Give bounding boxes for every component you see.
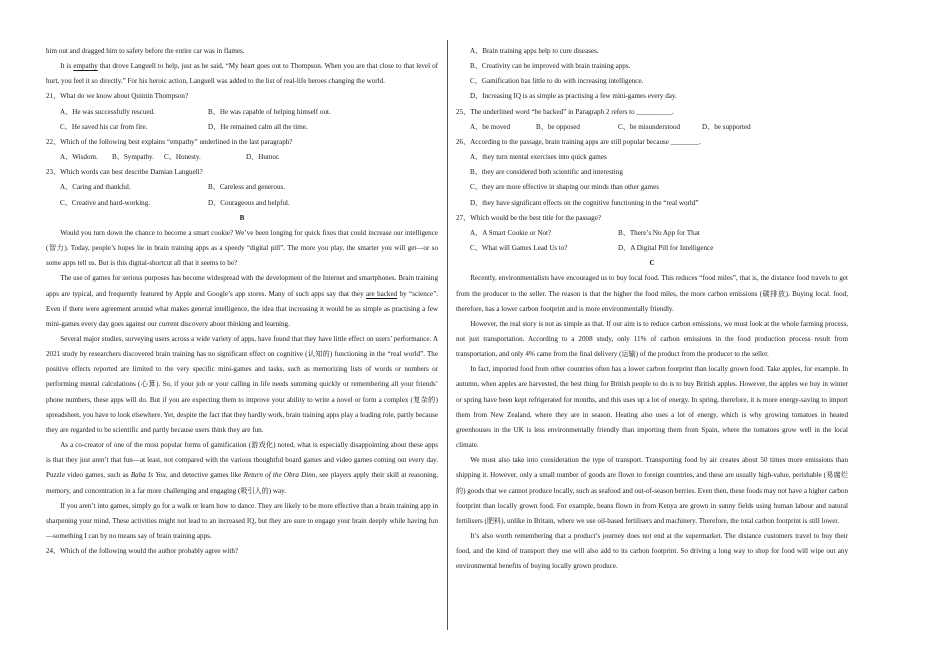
question-25: 25、The underlined word “be backed” in Paragraph 2 refers to __________. bbox=[456, 107, 674, 116]
section-heading-c: C bbox=[649, 259, 655, 268]
text-run: It is bbox=[60, 62, 74, 71]
text-run: , see players apply their skill at reasoning, memory, and concentration in a far more challenging and engaging (吸引人的) way. bbox=[46, 471, 439, 495]
option-d: D、Humor. bbox=[246, 153, 280, 162]
option-a: A、Wisdom. bbox=[60, 153, 98, 162]
option-c: C、Creative and hard-working. bbox=[60, 198, 151, 207]
passage-c-paragraph: It’s also worth remembering that a product’s journey does not end at the supermarket. The distance customers travel to buy their food, and the kind of transport they use will also add to its carbon footprint. So driving a long way to shop for food will wipe out any environmental benefits of buying locally grown produce. bbox=[456, 532, 848, 571]
question-26: 26、According to the passage, brain training apps are still popular because ________. bbox=[456, 137, 701, 146]
passage-a-paragraph bbox=[46, 59, 438, 89]
option-d: D、be supported bbox=[702, 122, 751, 131]
option-c: C、Honesty. bbox=[164, 153, 201, 162]
options-row bbox=[456, 226, 848, 241]
option-a: A、be moved bbox=[470, 122, 510, 131]
option-a: A、Caring and thankful. bbox=[60, 183, 131, 192]
text-run: that drove Languell to help, just as he said, “My heart goes out to Thompson. When you are that close to that level of hurt, you feel it so directly.” For his heroic action, Languell was added to the list of real-life heroes changing the world. bbox=[46, 62, 438, 86]
section-heading-b: B bbox=[239, 213, 245, 222]
option-c: C、What will Games Lead Us to? bbox=[470, 244, 568, 253]
option-a: A、they turn mental exercises into quick games bbox=[470, 153, 607, 162]
option-c: C、they are more effective in shaping our minds than other games bbox=[470, 183, 659, 192]
passage-c-paragraph: However, the real story is not as simple as that. If our aim is to reduce carbon emissions, we must look at the whole farming process, not just transportation. According to a 2008 study, only 11% of carbon emissions in the food production process result from transportation, and only 4% came from the final delivery (运输) of the product from the producer to the seller. bbox=[456, 319, 848, 359]
option-d: D、Courageous and helpful. bbox=[208, 198, 290, 207]
option-b: B、There’s No App for That bbox=[618, 228, 700, 237]
options-row bbox=[456, 120, 848, 135]
text-run: by “science”. Even if there were agreement around what makes general intelligence, the idea that increasing it would be as simple as practising a few mini-games every day goes against our current discovery about thinking and learning. bbox=[46, 289, 438, 328]
question-24: 24、Which of the following would the author probably agree with? bbox=[46, 547, 239, 556]
passage-c-paragraph: We must also take into consideration the type of transport. Transporting food by air creates about 50 times more emissions than shipping it. However, only a small number of goods are flown to foreign countries, and these are usually high-value, perishable (易腐烂的) goods that we cannot produce locally, such as seafood and out-of-season berries. Even then, these foods may not have a higher carbon footprint than locally grown food. For example, beans flown in from Kenya are grown in sunny fields using human labour and natural fertilisers (肥料), unlike in Britain, where we use oil-based fertilisers and machinery. Therefore, the total carbon footprint is still lower. bbox=[456, 456, 848, 525]
game-title: Return of the Obra Dinn bbox=[243, 471, 316, 480]
option-c: C、be misunderstood bbox=[618, 122, 681, 131]
option-d: D、He remained calm all the time. bbox=[208, 122, 308, 131]
passage-a-paragraph: him out and dragged him to safety before the entire car was in flames. bbox=[46, 47, 245, 55]
text-run: and detective games like bbox=[167, 471, 244, 480]
passage-b-paragraph bbox=[46, 438, 438, 499]
question-21: 21、What do we know about Quintin Thompson? bbox=[46, 92, 189, 101]
left-column bbox=[46, 44, 438, 559]
option-b: B、be opposed bbox=[536, 122, 580, 131]
passage-b-paragraph: Several major studies, surveying users across a wide variety of apps, have found that they have little effect on users’ performance. A 2021 study by researchers discovered brain training has no significant effect on cognitive (认知的) functioning in the “real world”. The positive effects reported are limited to the very specific mini-games and tasks, such as memorizing lists of words or numbers or performing mental calculations (心算). So, if your job or your calling in life needs summing quickly or remembering all your friends’ phone numbers, these apps will do. But if you are expecting them to improve your ability to write a novel or form a complex (复杂的) spreadsheet, you have to look elsewhere. Yet, despite the fact that they hardly work, brain training apps play a leading role, partly because they are regarded to be scientific and partly because users think they are fun. bbox=[46, 334, 438, 434]
option-b: B、they are considered both scientific and interesting bbox=[470, 168, 623, 177]
text-run: The use of games for serious purposes has become widespread with the development of the Internet and smartphones. Brain training apps are typical, and frequently featured by Apple and Google’s app stores. Many of such apps say that they bbox=[46, 274, 438, 298]
passage-b-paragraph: If you aren’t into games, simply go for a walk or learn how to dance. They are likely to be more effective than a brain training app in sharpening your mind. These activities might not lead to an increased IQ, but they are sure to engage your brain deeply while having fun—something I can by no means say of brain training apps. bbox=[46, 501, 438, 540]
question-23: 23、Which words can best describe Damian Languell? bbox=[46, 168, 203, 177]
options-row bbox=[46, 120, 438, 135]
question-22: 22、Which of the following best explains “empathy” underlined in the last paragraph? bbox=[46, 137, 293, 146]
option-a: A、A Smart Cookie or Not? bbox=[470, 228, 552, 237]
passage-b-paragraph: Would you turn down the chance to become a smart cookie? We’ve been longing for quick fixes that could increase our intelligence (智力). Today, people’s hopes lie in brain training apps as a speedy “digital pill”. The more you play, the smarter you will get—or so some apps tell us. But is this digital-shortcut all that it seems to be? bbox=[46, 228, 438, 268]
option-b: B、Sympathy. bbox=[112, 153, 154, 162]
options-row bbox=[46, 180, 438, 195]
option-b: B、He was capable of helping himself out. bbox=[208, 107, 331, 116]
passage-c-paragraph: Recently, environmentalists have encouraged us to buy local food. This reduces “food miles”, that is, the distance food travels to get from the producer to the seller. The reason is that the higher the food miles, the more carbon emissions (碳排放). Buying local. food, therefore, has a lower carbon footprint and is more environmentally friendly. bbox=[456, 274, 848, 313]
column-divider bbox=[447, 40, 448, 630]
options-row bbox=[46, 105, 438, 120]
option-c: C、Gamification has little to do with increasing intelligence. bbox=[470, 77, 644, 86]
option-b: B、Careless and generous. bbox=[208, 183, 286, 192]
option-d: D、they have significant effects on the cognitive functioning in the “real world” bbox=[470, 198, 699, 207]
option-a: A、Brain training apps help to cure diseases. bbox=[470, 47, 599, 55]
underlined-phrase-be-backed: are backed bbox=[366, 289, 398, 298]
option-b: B、Creativity can be improved with brain training apps. bbox=[470, 62, 631, 71]
underlined-word-empathy: empathy bbox=[73, 62, 98, 71]
passage-b-paragraph bbox=[46, 271, 438, 332]
option-d: D、A Digital Pill for Intelligence bbox=[618, 244, 714, 253]
options-row bbox=[456, 241, 848, 256]
options-row bbox=[46, 196, 438, 211]
game-title: Baba Is You, bbox=[130, 471, 168, 480]
option-c: C、He saved his car from fire. bbox=[60, 122, 148, 131]
passage-c-paragraph: In fact, imported food from other countries often has a lower carbon footprint than locally grown food. Take apples, for example. In autumn, when apples are harvested, the best thing for British people to do is to buy British apples. However, the apples we buy in winter or spring have been kept refrigerated for months, and this uses up a lot of energy. In spring, therefore, it is more energy-saving to import them from New Zealand, where they are in season. Heating also uses a lot of energy, which is why growing tomatoes in heated greenhouses in the UK is less environmentally friendly than importing them from Spain, where the tomatoes grow well in the local climate. bbox=[456, 365, 848, 450]
option-d: D、Increasing IQ is as simple as practising a few mini-games every day. bbox=[470, 92, 677, 101]
question-27: 27、Which would be the best title for the passage? bbox=[456, 213, 601, 222]
right-column bbox=[456, 44, 848, 574]
text-run: As a co-creator of one of the most popular forms of gamification (游戏化) noted, what is especially disappointing about these apps is that they just aren’t that fun—at least, not compared with the various thoughtful board games and video games coming out every day. Puzzle video games, such as bbox=[46, 441, 438, 480]
option-a: A、He was successfully rescued. bbox=[60, 107, 155, 116]
options-row bbox=[46, 150, 438, 165]
